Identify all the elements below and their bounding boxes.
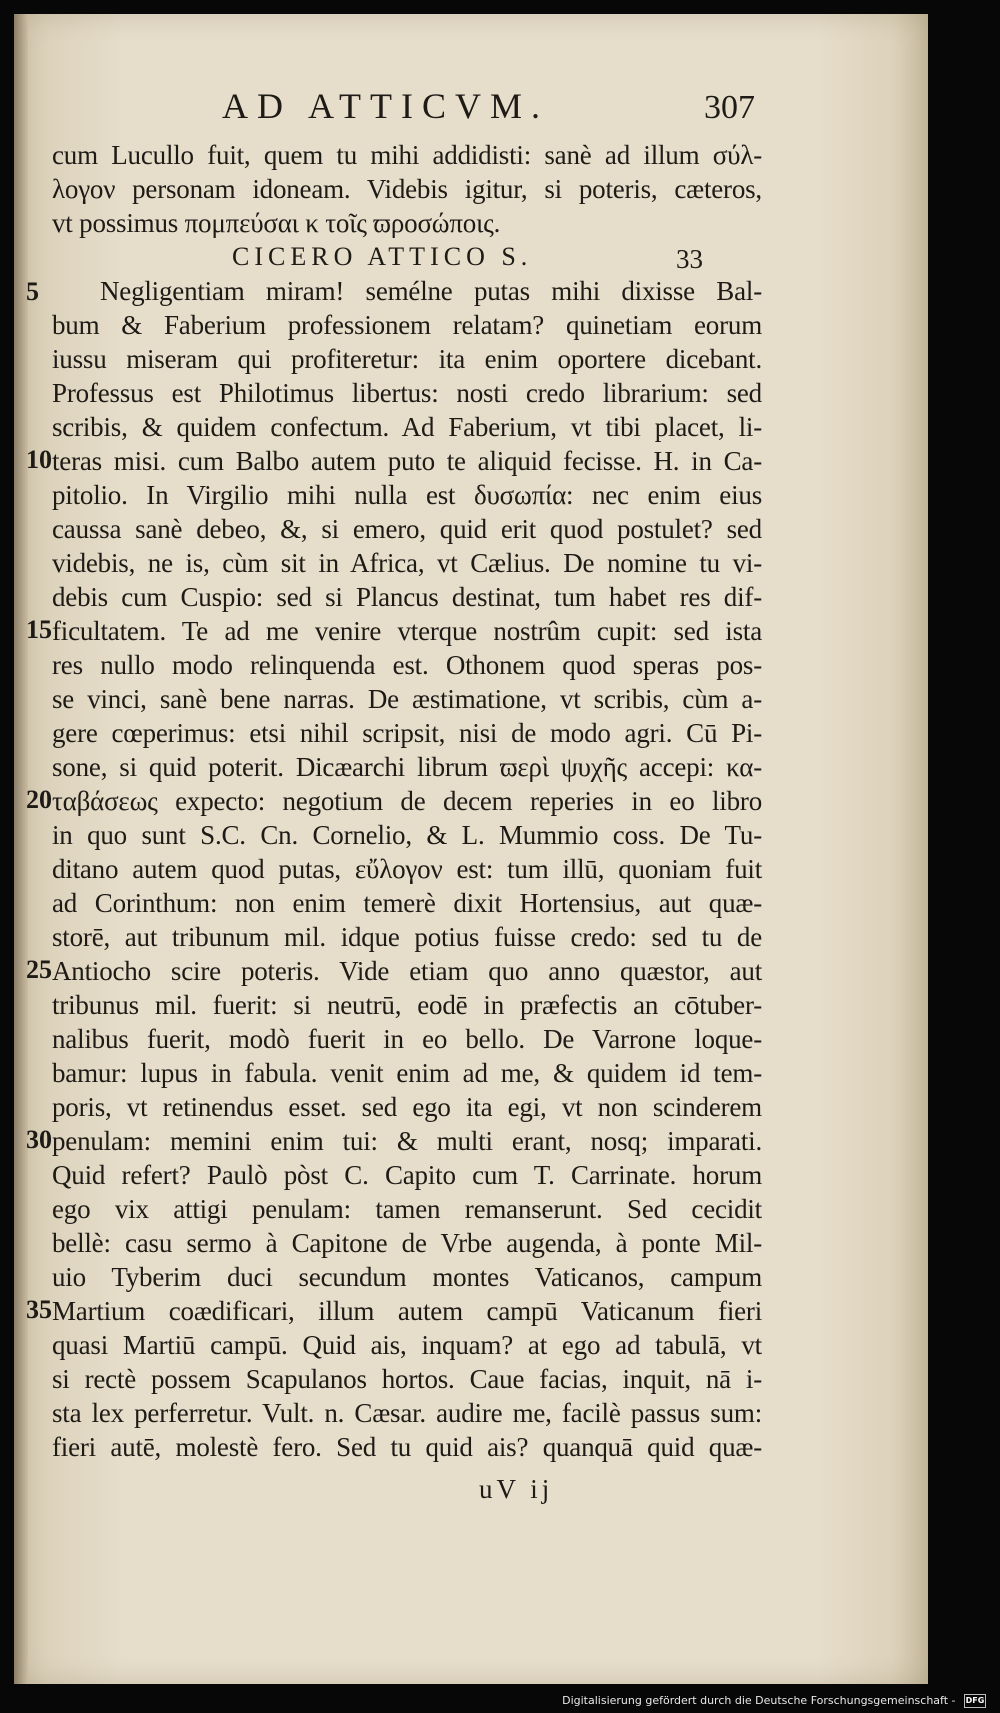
text-line-26: nalibus fuerit, modò fuerit in eo bello. De Varrone loque- bbox=[52, 1024, 762, 1054]
margin-line-number-10: 10 bbox=[26, 445, 52, 474]
dfg-logo-icon: DFG bbox=[964, 1694, 986, 1708]
text-line-29: penulam: memini enim tui: & multi erant, nosq; imparati. bbox=[52, 1126, 762, 1156]
text-line-1: cum Lucullo fuit, quem tu mihi addidisti: sanè ad illum σύλ- bbox=[52, 140, 762, 170]
text-line-10: pitolio. In Virgilio mihi nulla est δυσωπία: nec enim eius bbox=[52, 480, 762, 510]
text-line-22: ad Corinthum: non enim temerè dixit Hortensius, aut quæ- bbox=[52, 888, 762, 918]
text-line-23: storē, aut tribunum mil. idque potius fuisse credo: sed tu de bbox=[52, 922, 762, 952]
digitization-credit bbox=[16, 1692, 986, 1710]
text-line-11: caussa sanè debeo, &, si emero, quid erit quod postulet? sed bbox=[52, 514, 762, 544]
text-line-30: Quid refert? Paulò pòst C. Capito cum T. Carrinate. horum bbox=[52, 1160, 762, 1190]
credit-text: Digitalisierung gefördert durch die Deutsche Forschungsgemeinschaft - bbox=[562, 1694, 956, 1707]
text-line-6: iussu miseram qui profiteretur: ita enim oportere dicebant. bbox=[52, 344, 762, 374]
text-line-31: ego vix attigi penulam: tamen remanserunt. Sed cecidit bbox=[52, 1194, 762, 1224]
text-line-4: Negligentiam miram! semélne putas mihi dixisse Bal- bbox=[100, 276, 762, 306]
margin-line-number-15: 15 bbox=[26, 615, 52, 644]
text-line-9: teras misi. cum Balbo autem puto te aliquid fecisse. H. in Ca- bbox=[52, 446, 762, 476]
text-line-28: poris, vt retinendus esset. sed ego ita egi, vt non scinderem bbox=[52, 1092, 762, 1122]
running-head: AD ATTICVM. bbox=[222, 86, 550, 126]
text-line-38: fieri autē, molestè fero. Sed tu quid ais? quanquā quid quæ- bbox=[52, 1432, 762, 1462]
text-line-18: sone, si quid poterit. Dicæarchi librum ϖερὶ ψυχῆς accepi: κα- bbox=[52, 752, 762, 782]
margin-line-number-35: 35 bbox=[26, 1295, 52, 1324]
text-line-3: vt possimus πομπεύσαι κ τοῖς ϖροσώποις. bbox=[52, 208, 501, 238]
text-line-21: ditano autem quod putas, εὔλογον est: tum illū, quoniam fuit bbox=[52, 854, 762, 884]
text-line-17: gere cœperimus: etsi nihil scripsit, nisi de modo agri. Cū Pi- bbox=[52, 718, 762, 748]
text-line-34: Martium coædificari, illum autem campū Vaticanum fieri bbox=[52, 1296, 762, 1326]
text-line-19: ταβάσεως expecto: negotium de decem reperies in eo libro bbox=[52, 786, 762, 816]
text-line-12: videbis, ne is, cùm sit in Africa, vt Cælius. De nomine tu vi- bbox=[52, 548, 762, 578]
text-line-27: bamur: lupus in fabula. venit enim ad me, & quidem id tem- bbox=[52, 1058, 762, 1088]
text-line-36: si rectè possem Scapulanos hortos. Caue facias, inquit, nā i- bbox=[52, 1364, 762, 1394]
text-line-25: tribunus mil. fuerit: si neutrū, eodē in præfectis an cōtuber- bbox=[52, 990, 762, 1020]
text-line-5: bum & Faberium professionem relatam? quinetiam eorum bbox=[52, 310, 762, 340]
margin-line-number-5: 5 bbox=[26, 277, 39, 306]
book-page bbox=[14, 14, 928, 1684]
margin-line-number-30: 30 bbox=[26, 1125, 52, 1154]
margin-line-number-20: 20 bbox=[26, 785, 52, 814]
text-line-37: sta lex perferretur. Vult. n. Cæsar. audire me, facilè passus sum: bbox=[52, 1398, 762, 1428]
text-line-14: ficultatem. Te ad me venire vterque nostrûm cupit: sed ista bbox=[52, 616, 762, 646]
page-number: 307 bbox=[704, 89, 755, 126]
margin-line-number-25: 25 bbox=[26, 955, 52, 984]
text-line-16: se vinci, sanè bene narras. De æstimatione, vt scribis, cùm a- bbox=[52, 684, 762, 714]
text-line-13: debis cum Cuspio: sed si Plancus destinat, tum habet res dif- bbox=[52, 582, 762, 612]
text-line-15: res nullo modo relinquenda est. Othonem quod speras pos- bbox=[52, 650, 762, 680]
text-line-7: Professus est Philotimus libertus: nosti credo librarium: sed bbox=[52, 378, 762, 408]
page-gutter bbox=[14, 14, 28, 1684]
text-line-33: uio Tyberim duci secundum montes Vaticanos, campum bbox=[52, 1262, 762, 1292]
text-line-8: scribis, & quidem confectum. Ad Faberium, vt tibi placet, li- bbox=[52, 412, 762, 442]
letter-heading: CICERO ATTICO S. bbox=[232, 242, 533, 271]
text-line-20: in quo sunt S.C. Cn. Cornelio, & L. Mummio coss. De Tu- bbox=[52, 820, 762, 850]
text-line-24: Antiocho scire poteris. Vide etiam quo anno quæstor, aut bbox=[52, 956, 762, 986]
text-line-2: λογον personam idoneam. Videbis igitur, si poteris, cæteros, bbox=[52, 174, 762, 204]
text-line-35: quasi Martiū campū. Quid ais, inquam? at ego ad tabulā, vt bbox=[52, 1330, 762, 1360]
text-line-32: bellè: casu sermo à Capitone de Vrbe augenda, à ponte Mil- bbox=[52, 1228, 762, 1258]
letter-number: 33 bbox=[676, 244, 703, 274]
signature-mark: uV ij bbox=[479, 1474, 554, 1504]
